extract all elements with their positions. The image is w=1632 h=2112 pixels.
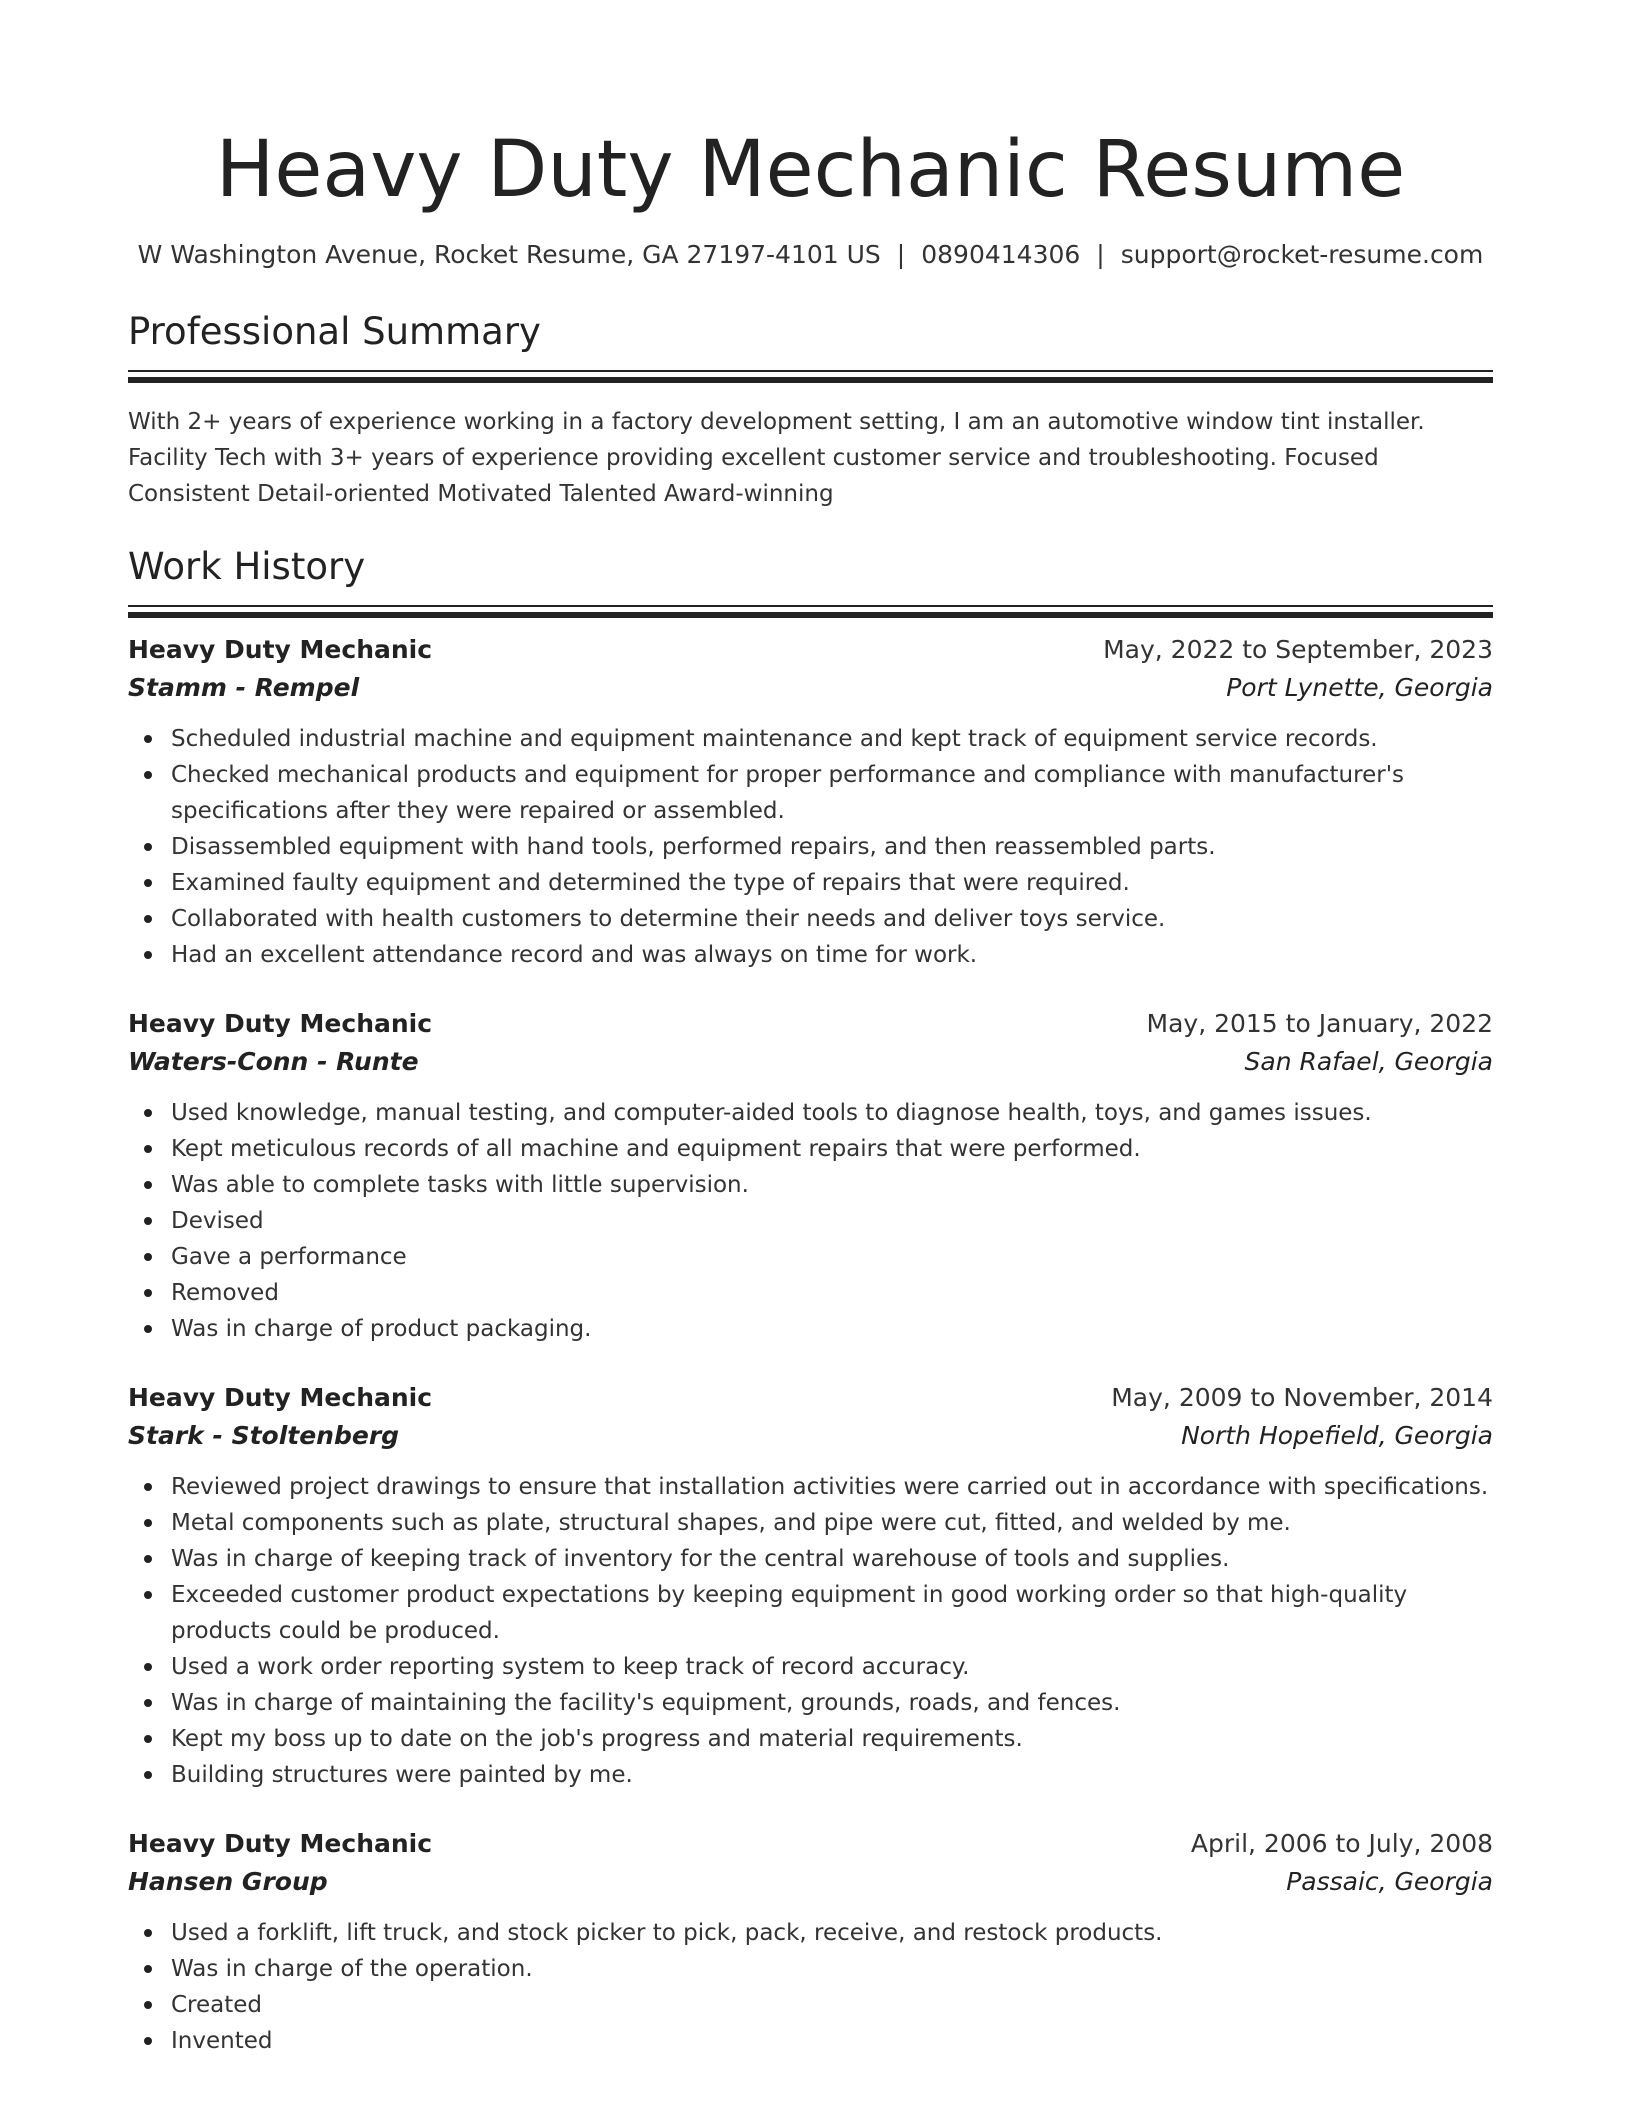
list-item: Gave a performance [128,1239,1493,1275]
list-item: Kept my boss up to date on the job's progress and material requirements. [128,1721,1493,1757]
resume-page [128,0,1493,2059]
list-item: Exceeded customer product expectations by keeping equipment in good working order so that high-quality products could be produced. [128,1577,1493,1649]
list-item: Was able to complete tasks with little supervision. [128,1167,1493,1203]
list-item: Was in charge of keeping track of inventory for the central warehouse of tools and supplies. [128,1541,1493,1577]
contact-separator: | [896,240,906,269]
list-item: Collaborated with health customers to determine their needs and deliver toys service. [128,901,1493,937]
job-subheader [128,1417,1493,1455]
summary-text: With 2+ years of experience working in a factory development setting, I am an automotive window tint installer. Facility Tech with 3+ years of experience providing excellent customer service and troubleshooting. Focused Consistent Detail-oriented Motivated Talented Award-winning [128,409,1425,507]
section-heading-work-history: Work History [128,545,366,588]
job-subheader [128,669,1493,707]
list-item: Invented [128,2023,1493,2059]
contact-email: support@rocket-resume.com [1120,240,1484,269]
list-item: Used knowledge, manual testing, and computer-aided tools to diagnose health, toys, and games issues. [128,1095,1493,1131]
job-header [128,1379,1493,1417]
list-item: Checked mechanical products and equipment for proper performance and compliance with manufacturer's specifications after they were repaired or assembled. [128,757,1493,829]
list-item: Was in charge of maintaining the facility's equipment, grounds, roads, and fences. [128,1685,1493,1721]
list-item: Used a work order reporting system to keep track of record accuracy. [128,1649,1493,1685]
job-entry [128,1005,1493,1347]
summary-section [128,306,1493,512]
list-item: Used a forklift, lift truck, and stock picker to pick, pack, receive, and restock products. [128,1915,1493,1951]
company-name: Waters-Conn - Runte [128,1047,419,1076]
company-name: Hansen Group [128,1867,328,1896]
section-heading-summary: Professional Summary [128,310,541,353]
job-dates: May, 2009 to November, 2014 [1111,1383,1493,1412]
job-bullets [128,1469,1493,1793]
contact-separator: | [1096,240,1105,269]
contact-line [128,237,1493,273]
job-bullets [128,1095,1493,1347]
list-item: Metal components such as plate, structural shapes, and pipe were cut, fitted, and welded by me. [128,1505,1493,1541]
list-item: Disassembled equipment with hand tools, performed repairs, and then reassembled parts. [128,829,1493,865]
section-divider [128,370,1493,372]
job-location: Port Lynette, Georgia [1226,673,1493,702]
list-item: Kept meticulous records of all machine and equipment repairs that were performed. [128,1131,1493,1167]
list-item: Examined faulty equipment and determined the type of repairs that were required. [128,865,1493,901]
list-item: Scheduled industrial machine and equipment maintenance and kept track of equipment service records. [128,721,1493,757]
job-bullets [128,721,1493,973]
work-history-section [128,541,1493,2059]
job-header [128,631,1493,669]
contact-phone: 0890414306 [921,240,1081,269]
company-name: Stark - Stoltenberg [128,1421,400,1450]
list-item: Was in charge of the operation. [128,1951,1493,1987]
job-location: North Hopefield, Georgia [1181,1421,1493,1450]
job-entry [128,631,1493,973]
list-item: Devised [128,1203,1493,1239]
job-dates: May, 2015 to January, 2022 [1146,1009,1493,1038]
page-title: Heavy Duty Mechanic Resume [215,125,1406,215]
job-location: Passaic, Georgia [1286,1867,1493,1896]
job-title: Heavy Duty Mechanic [128,1829,433,1858]
list-item: Building structures were painted by me. [128,1757,1493,1793]
list-item: Reviewed project drawings to ensure that installation activities were carried out in accordance with specifications. [128,1469,1493,1505]
list-item: Was in charge of product packaging. [128,1311,1493,1347]
list-item: Removed [128,1275,1493,1311]
section-divider [128,605,1493,607]
contact-address: W Washington Avenue, Rocket Resume, GA 27197-4101 US [137,240,881,269]
job-bullets [128,1915,1493,2059]
job-location: San Rafael, Georgia [1244,1047,1493,1076]
list-item: Had an excellent attendance record and was always on time for work. [128,937,1493,973]
job-entry [128,1825,1493,2059]
job-title: Heavy Duty Mechanic [128,1383,433,1412]
job-subheader [128,1863,1493,1901]
job-header [128,1825,1493,1863]
job-dates: May, 2022 to September, 2023 [1103,635,1493,664]
job-header [128,1005,1493,1043]
job-title: Heavy Duty Mechanic [128,635,433,664]
job-subheader [128,1043,1493,1081]
job-dates: April, 2006 to July, 2008 [1190,1829,1493,1858]
job-title: Heavy Duty Mechanic [128,1009,433,1038]
job-entry [128,1379,1493,1793]
list-item: Created [128,1987,1493,2023]
company-name: Stamm - Rempel [128,673,360,702]
